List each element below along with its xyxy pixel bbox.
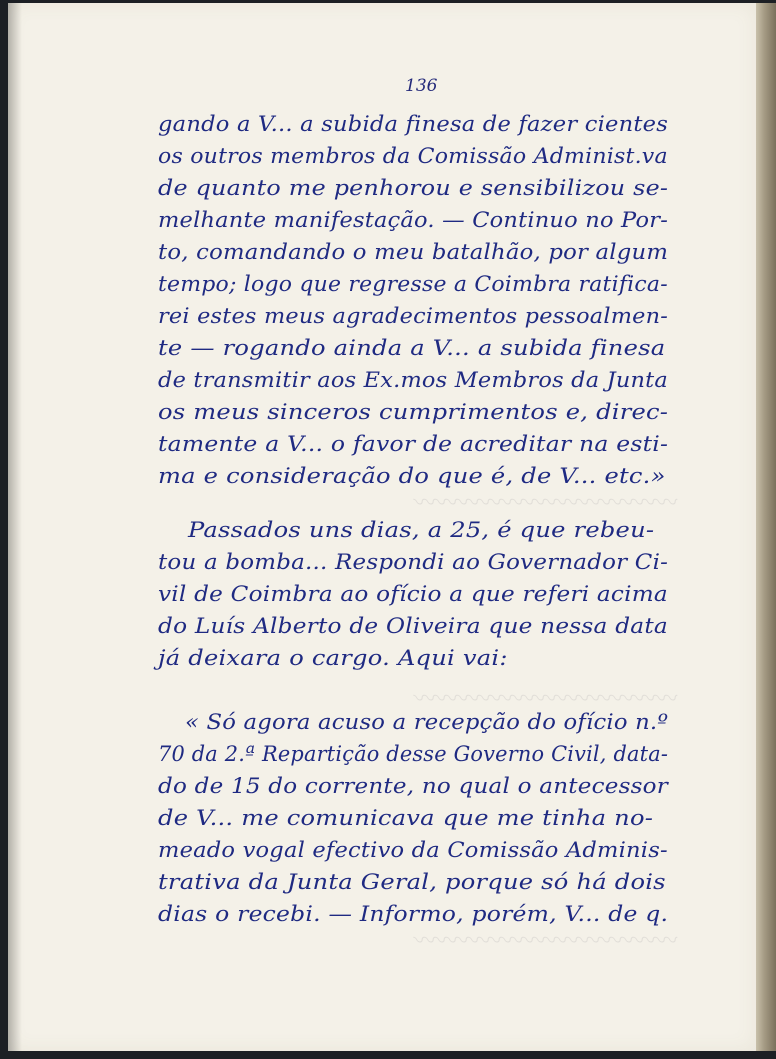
text-line: melhante manifestação. — Continuo no Por- [158, 208, 669, 232]
text-line: de quanto me penhorou e sensibilizou se- [158, 176, 669, 200]
bleed-through: 〰〰〰〰〰〰〰〰〰〰〰〰 [415, 929, 680, 954]
text-line: dias o recebi. — Informo, porém, V... de q. [158, 902, 669, 926]
text-line: do de 15 do corrente, no qual o antecessor [158, 774, 669, 798]
page-number: 136 [405, 76, 438, 96]
text-line: te — rogando ainda a V... a subida finesa [158, 336, 666, 360]
text-line: os meus sinceros cumprimentos e, direc- [158, 400, 669, 424]
text-line: de transmitir aos Ex.mos Membros da Junta [158, 368, 668, 392]
text-line: Passados uns dias, a 25, é que rebeu- [188, 518, 655, 542]
text-line: tamente a V... o favor de acreditar na esti- [158, 432, 669, 456]
text-line: « Só agora acuso a recepção do ofício n.º [185, 710, 669, 734]
page-edge [756, 3, 776, 1051]
text-line: meado vogal efectivo da Comissão Adminis- [158, 838, 668, 862]
text-line: trativa da Junta Geral, porque só há dois [158, 870, 666, 894]
text-line: 70 da 2.ª Repartição desse Governo Civil, data- [158, 742, 669, 766]
text-line: tempo; logo que regresse a Coimbra ratifica- [158, 272, 668, 296]
text-line: de V... me comunicava que me tinha no- [158, 806, 654, 830]
bleed-through: 〰〰〰〰〰〰〰〰〰〰〰〰 [415, 687, 680, 712]
text-line: do Luís Alberto de Oliveira que nessa data [158, 614, 668, 638]
text-line: os outros membros da Comissão Administ.va [158, 144, 668, 168]
text-line: rei estes meus agradecimentos pessoalmen- [158, 304, 669, 328]
text-line: tou a bomba... Respondi ao Governador Ci- [158, 550, 669, 574]
bleed-through: 〰〰〰〰〰〰〰〰〰〰〰〰 [415, 491, 680, 516]
text-line: vil de Coimbra ao ofício a que referi acima [158, 582, 668, 606]
text-line: gando a V... a subida finesa de fazer cientes [158, 112, 669, 136]
text-line: já deixara o cargo. Aqui vai: [158, 646, 508, 670]
text-line: ma e consideração do que é, de V... etc.» [158, 464, 666, 488]
text-line: to, comandando o meu batalhão, por algum [158, 240, 669, 264]
binding-shadow [8, 3, 22, 1051]
